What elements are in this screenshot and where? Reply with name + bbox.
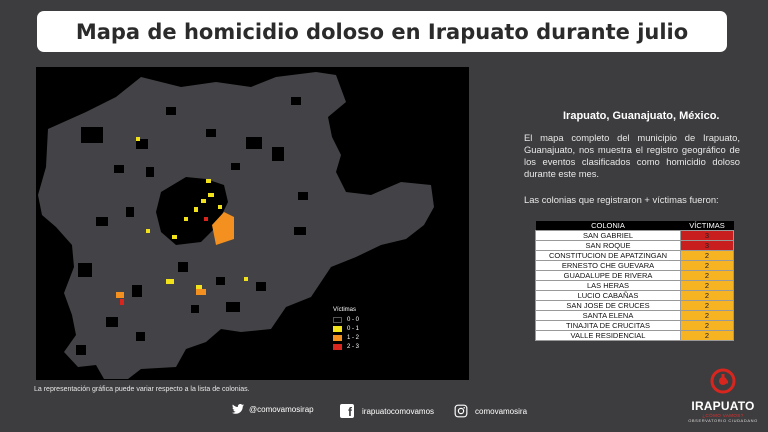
- table-row: [536, 301, 734, 311]
- page-title: Mapa de homicidio doloso en Irapuato durante julio: [75, 19, 689, 44]
- victimas-cell: 2: [681, 331, 734, 341]
- colonia-cell: TINAJITA DE CRUCITAS: [536, 321, 681, 331]
- table-row: [536, 281, 734, 291]
- table-row: [536, 291, 734, 301]
- table-row: [536, 271, 734, 281]
- table-header-row: [536, 221, 734, 231]
- map-legend: [333, 307, 359, 353]
- victimas-cell: 2: [681, 281, 734, 291]
- victimas-cell: 2: [681, 271, 734, 281]
- facebook-label: irapuatocomovamos: [362, 406, 435, 416]
- colonia-cell: GUADALUPE DE RIVERA: [536, 271, 681, 281]
- legend-label: 2 - 3: [347, 344, 360, 350]
- footnote: La representación gráfica puede variar respecto a la lista de colonias.: [34, 386, 250, 393]
- victimas-cell: 2: [681, 321, 734, 331]
- location-heading: Irapuato, Guanajuato, México.: [563, 110, 720, 122]
- instagram-icon: [454, 404, 468, 418]
- table-row: [536, 251, 734, 261]
- victimas-cell: 2: [681, 291, 734, 301]
- facebook-handle[interactable]: [340, 404, 434, 418]
- municipality-map: [36, 67, 469, 380]
- victimas-cell: 2: [681, 261, 734, 271]
- legend-swatch: [333, 335, 342, 341]
- colonia-cell: CONSTITUCION DE APATZINGAN: [536, 251, 681, 261]
- colonia-cell: SAN ROQUE: [536, 241, 681, 251]
- table-row: [536, 261, 734, 271]
- logo-tagline: ¿CÓMO VAMOS?: [702, 413, 744, 418]
- legend-swatch: [333, 317, 342, 323]
- legend-label: 0 - 0: [347, 317, 360, 323]
- title-bar: [37, 11, 727, 52]
- map-description: El mapa completo del municipio de Irapuato, Guanajuato, nos muestra el registro geográfico de los eventos clasificados como homicidio doloso durante este mes.: [524, 132, 740, 179]
- legend-label: 1 - 2: [347, 335, 360, 341]
- victimas-cell: 2: [681, 311, 734, 321]
- facebook-icon: f: [340, 404, 354, 418]
- colonia-cell: ERNESTO CHE GUEVARA: [536, 261, 681, 271]
- table-row: [536, 311, 734, 321]
- victimas-cell: 3: [681, 231, 734, 241]
- legend-swatch: [333, 326, 342, 332]
- table-row: [536, 241, 734, 251]
- logo-emblem-icon: [708, 368, 738, 394]
- legend-label: 0 - 1: [347, 326, 360, 332]
- instagram-handle[interactable]: [454, 404, 527, 418]
- instagram-label: comovamosira: [475, 406, 528, 416]
- legend-row: [333, 326, 359, 332]
- colonia-cell: LAS HERAS: [536, 281, 681, 291]
- legend-title: Víctimas: [333, 307, 357, 313]
- logo-name: IRAPUATO: [691, 399, 755, 413]
- table-body: [536, 231, 734, 341]
- victimas-cell: 3: [681, 241, 734, 251]
- map-graphic: [36, 67, 469, 380]
- logo-subtitle: OBSERVATORIO CIUDADANO: [688, 418, 758, 423]
- table-row: [536, 331, 734, 341]
- twitter-icon: [232, 404, 244, 414]
- victimas-cell: 2: [681, 251, 734, 261]
- colonia-cell: VALLE RESIDENCIAL: [536, 331, 681, 341]
- twitter-handle[interactable]: [232, 404, 314, 414]
- legend-row: [333, 317, 359, 323]
- colonias-table: [535, 221, 734, 341]
- legend-row: [333, 344, 359, 350]
- column-header-colonia: COLONIA: [536, 221, 681, 231]
- colonia-cell: SANTA ELENA: [536, 311, 681, 321]
- twitter-label: @comovamosirap: [249, 404, 314, 414]
- observatorio-logo: [683, 368, 763, 423]
- table-intro: Las colonias que registraron + víctimas fueron:: [524, 194, 719, 205]
- victimas-cell: 2: [681, 301, 734, 311]
- colonia-cell: SAN GABRIEL: [536, 231, 681, 241]
- colonia-cell: SAN JOSE DE CRUCES: [536, 301, 681, 311]
- column-header-victimas: VÍCTIMAS: [681, 221, 734, 231]
- colonia-cell: LUCIO CABAÑAS: [536, 291, 681, 301]
- table-row: [536, 231, 734, 241]
- table-row: [536, 321, 734, 331]
- legend-row: [333, 335, 359, 341]
- legend-swatch: [333, 344, 342, 350]
